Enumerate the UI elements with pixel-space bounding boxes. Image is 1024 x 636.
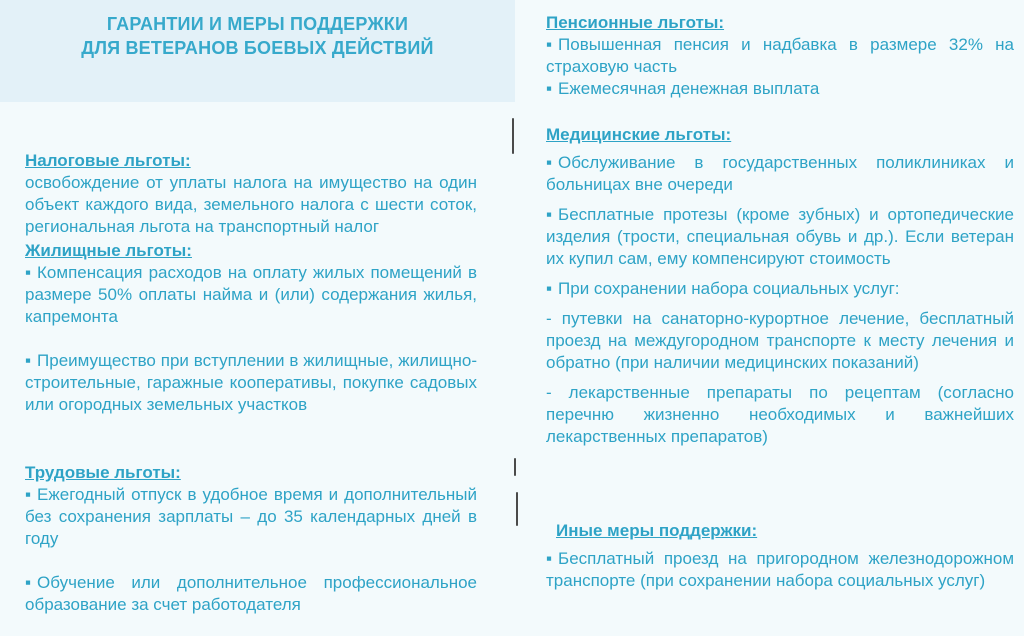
bullet-icon: ▪	[546, 205, 553, 224]
housing-benefits-heading: Жилищные льготы:	[25, 241, 192, 260]
bullet-icon: ▪	[546, 153, 553, 172]
pension-item-2: ▪ Ежемесячная денежная выплата	[546, 79, 820, 98]
other-support-section	[546, 520, 1014, 592]
medical-benefits-section	[546, 124, 1014, 448]
tax-benefits-text: освобождение от уплаты налога на имущество на один объект каждого вида, земельного налога с шести соток, региональная льгота на транспортный налог	[25, 173, 477, 236]
title-line-2: ДЛЯ ВЕТЕРАНОВ БОЕВЫХ ДЕЙСТВИЙ	[81, 38, 434, 58]
fold-mark	[514, 458, 516, 476]
medical-dash-item-2: - лекарственные препараты по рецептам (согласно перечню жизненно необходимых и важнейших лекарственных препаратов)	[546, 383, 1014, 446]
medical-item-1: ▪ Обслуживание в государственных поликлиниках и больницах вне очереди	[546, 153, 1014, 194]
housing-item-1: ▪ Компенсация расходов на оплату жилых помещений в размере 50% оплаты найма и (или) содержания жилья, капремонта	[25, 263, 477, 326]
housing-item-2: ▪ Преимущество при вступлении в жилищные, жилищно-строительные, гаражные кооперативы, покупке садовых или огородных земельных участков	[25, 351, 477, 414]
bullet-icon: ▪	[25, 485, 32, 504]
other-support-heading: Иные меры поддержки:	[556, 521, 758, 540]
tax-benefits-section	[25, 128, 477, 238]
page-title	[0, 12, 515, 60]
medical-benefits-heading: Медицинские льготы:	[546, 125, 732, 144]
title-banner	[0, 0, 515, 102]
housing-benefits-section	[25, 240, 477, 416]
title-line-1: ГАРАНТИИ И МЕРЫ ПОДДЕРЖКИ	[106, 14, 409, 34]
other-item-1: ▪ Бесплатный проезд на пригородном железнодорожном транспорте (при сохранении набора социальных услуг)	[546, 549, 1014, 590]
tax-benefits-heading: Налоговые льготы:	[25, 151, 191, 170]
medical-dash-item-1: - путевки на санаторно-курортное лечение, бесплатный проезд на междугородном транспорте к месту лечения и обратно (при наличии медицинских показаний)	[546, 309, 1014, 372]
labor-item-2: ▪ Обучение или дополнительное профессиональное образование за счет работодателя	[25, 573, 477, 614]
fold-mark	[516, 492, 518, 526]
medical-item-2: ▪ Бесплатные протезы (кроме зубных) и ортопедические изделия (трости, специальная обувь и др.). Если ветеран их купил сам, ему компенсируют стоимость	[546, 205, 1014, 268]
bullet-icon: ▪	[546, 35, 553, 54]
bullet-icon: ▪	[546, 79, 553, 98]
fold-mark	[512, 118, 514, 154]
labor-benefits-section	[25, 462, 477, 616]
pension-benefits-heading: Пенсионные льготы:	[546, 13, 725, 32]
labor-benefits-heading: Трудовые льготы:	[25, 463, 181, 482]
labor-item-1: ▪ Ежегодный отпуск в удобное время и дополнительный без сохранения зарплаты – до 35 календарных дней в году	[25, 485, 477, 548]
pension-benefits-section	[546, 12, 1014, 100]
bullet-icon: ▪	[546, 279, 553, 298]
bullet-icon: ▪	[25, 351, 32, 370]
bullet-icon: ▪	[25, 573, 32, 592]
bullet-icon: ▪	[546, 549, 553, 568]
pension-item-1: ▪ Повышенная пенсия и надбавка в размере 32% на страховую часть	[546, 35, 1014, 76]
bullet-icon: ▪	[25, 263, 32, 282]
medical-item-3: ▪ При сохранении набора социальных услуг:	[546, 279, 900, 298]
